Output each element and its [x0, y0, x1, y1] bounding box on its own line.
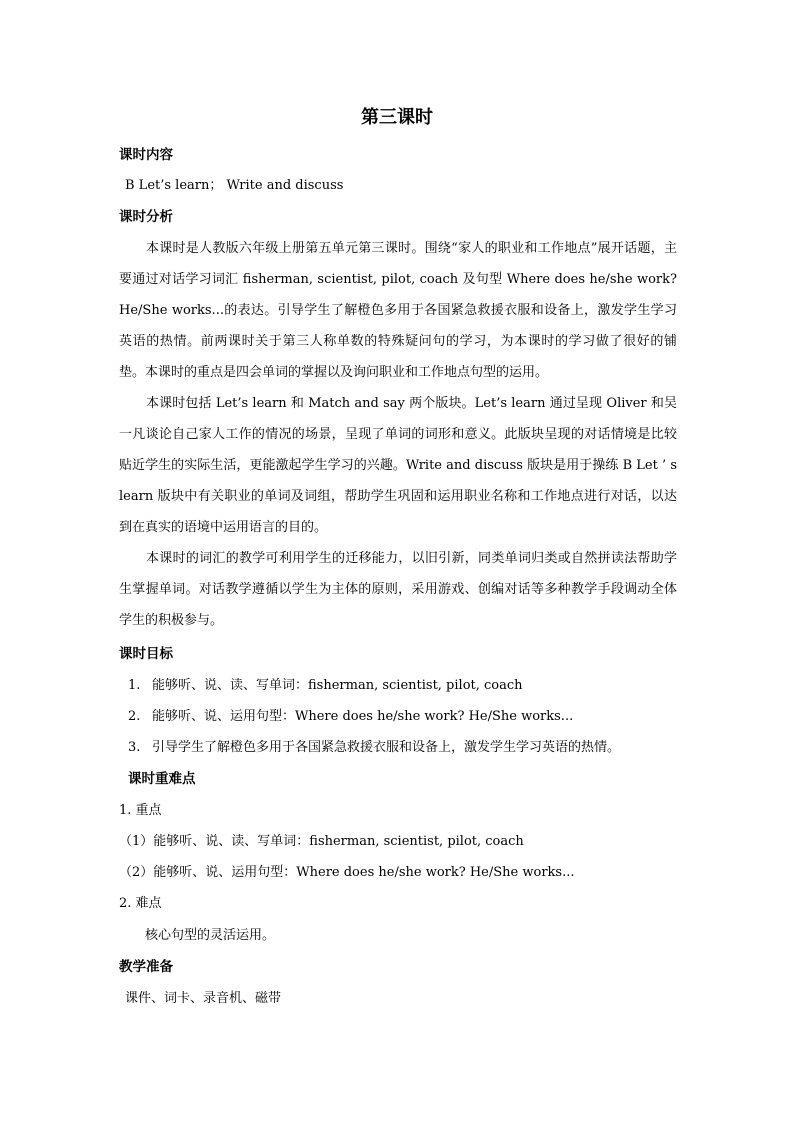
goal-item-3-text: 引导学生了解橙色多用于各国紧急救援衣服和设备上，激发学生学习英语的热情。: [152, 740, 621, 755]
goal-item-1-number: 1.: [128, 678, 141, 693]
heading-teaching-prep: 教学准备: [119, 959, 173, 975]
difficulty-text: 核心句型的灵活运用。: [145, 928, 276, 943]
goal-item-2-text: 能够听、说、运用句型：Where does he/she work? He/She works...: [152, 709, 574, 724]
key-point-item-2: （2）能够听、说、运用句型：Where does he/she work? He/She works...: [119, 865, 575, 880]
heading-lesson-content: 课时内容: [119, 147, 173, 163]
key-point-label: 1. 重点: [119, 803, 162, 818]
key-point-item-1: （1）能够听、说、读、写单词：fisherman, scientist, pilot, coach: [119, 834, 524, 849]
analysis-paragraph-3: 本课时的词汇的教学可利用学生的迁移能力，以旧引新，同类单词归类或自然拼读法帮助学生掌握单词。对话教学遵循以学生为主体的原则，采用游戏、创编对话等多种教学手段调动全体学生的积极参与。: [119, 551, 677, 628]
heading-lesson-analysis: 课时分析: [119, 209, 173, 225]
teaching-prep-text: 课件、词卡、录音机、磁带: [125, 991, 282, 1006]
analysis-paragraph-1: 本课时是人教版六年级上册第五单元第三课时。围绕“家人的职业和工作地点”展开话题，主要通过对话学习词汇 fisherman, scientist, pilot, coach 及句型 Where does he/she work? He/She works...的表达。引导学生了解橙色多用于各国紧急救援衣服和设备上，激发学生学习英语的热情。前两课时关于第三人称单数的特殊疑问句的学习，为本课时的学习做了很好的铺垫。本课时的重点是四会单词的掌握以及询问职业和工作地点句型的运用。: [119, 241, 677, 380]
goal-item-3-number: 3.: [128, 740, 141, 755]
heading-lesson-goals: 课时目标: [119, 646, 173, 662]
difficulty-label: 2. 难点: [119, 896, 162, 911]
goal-item-2-number: 2.: [128, 709, 141, 724]
goal-item-1-text: 能够听、说、读、写单词：fisherman, scientist, pilot, coach: [152, 678, 523, 693]
heading-key-points: 课时重难点: [128, 771, 196, 787]
page-title: 第三课时: [361, 107, 433, 128]
lesson-content-text: B Let’s learn； Write and discuss: [125, 178, 344, 193]
analysis-paragraph-2: 本课时包括 Let’s learn 和 Match and say 两个版块。Let’s learn 通过呈现 Oliver 和吴一凡谈论自己家人工作的情况的场景，呈现了单词的词形和意义。此版块呈现的对话情境是比较贴近学生的实际生活，更能激起学生学习的兴趣。Write and discuss 版块是用于操练 B Let ’ s learn 版块中有关职业的单词及词组，帮助学生巩固和运用职业名称和工作地点进行对话，以达到在真实的语境中运用语言的目的。: [119, 396, 677, 535]
